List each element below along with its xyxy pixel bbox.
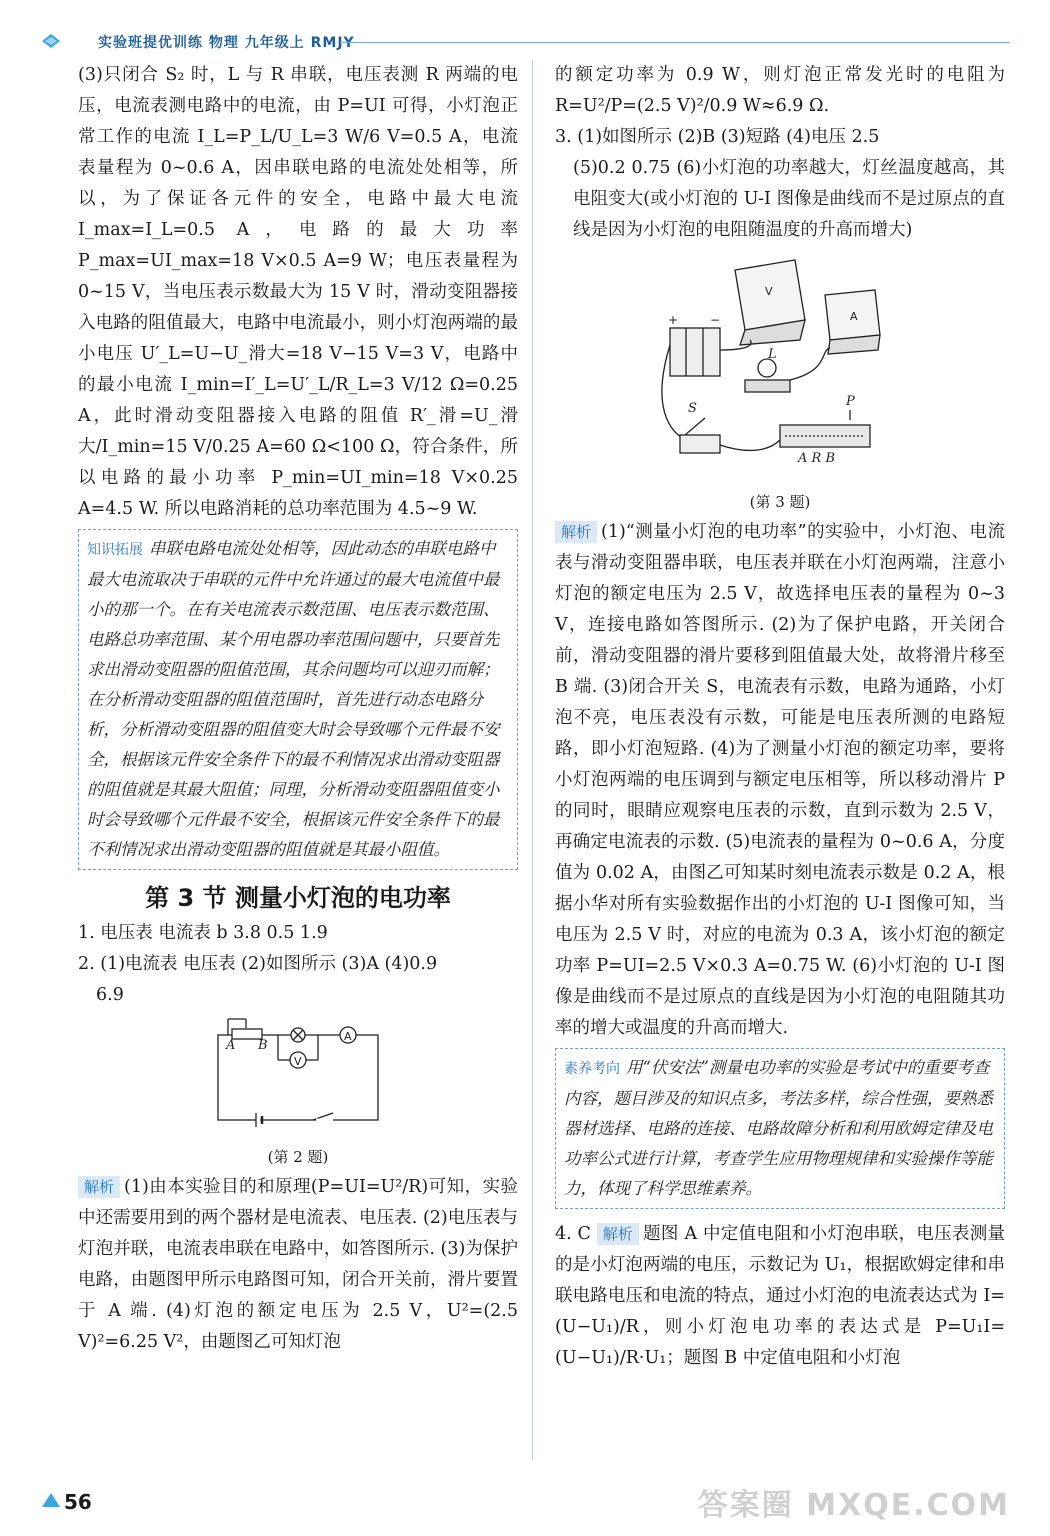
answer-4-choice: 4. C: [555, 1224, 591, 1244]
answer-paragraph-3: (3)只闭合 S₂ 时，L 与 R 串联，电压表测 R 两端的电压，电流表测电路中的电流，由 P=UI 可得，小灯泡正常工作的电流 I_L=P_L/U_L=3 W/6 V=0.5 A，电流表量程为 0~0.6 A，因串联电路的电流处处相等，所以，为了保证各元件的安全，电路中最大电流 I_max=I_L=0.5 A，电路的最大功率 P_max=UI_max=18 V×0.5 A=9 W；电压表量程为 0~15 V，当电压表示数最大为 15 V 时，滑动变阻器接入电路的阻值最大，电路中电流最小，则小灯泡两端的最小电压 U′_L=U−U_滑大=18 V−15 V=3 V，电路中的最小电流 I_min=I′_L=U′_L/R_L=3 V/12 Ω=0.25 A，此时滑动变阻器接入电路的阻值 R′_滑=U_滑大/I_min=15 V/0.25 A=60 Ω<100 Ω，符合条件，所以电路的最小功率 P_min=UI_min=18 V×0.25 A=4.5 W. 所以电路消耗的总功率范围为 4.5~9 W.: [78, 65, 518, 519]
figure-2-caption: (第 2 题): [267, 1148, 329, 1166]
analysis-2-text: (1)由本实验目的和原理(P=UI=U²/R)可知，实验中还需要用到的两个器材是电流表、电压表. (2)电压表与灯泡并联，电流表串联在电路中，如答图所示. (3)为保护电路，由题图甲所示电路图可知，闭合开关前，滑片要置于 A 端. (4)灯泡的额定电压为 2.5 V，U²=(2.5 V)²=6.25 V²，由题图乙可知灯泡: [78, 1177, 518, 1352]
right-column: [555, 60, 1005, 1374]
knowledge-extension-text: 串联电路电流处处相等，因此动态的串联电路中最大电流取决于串联的元件中允许通过的最大电流值中最小的那一个。在有关电流表示数范围、电压表示数范围、电路总功率范围、某个用电器功率范围问题中，只要首先求出滑动变阻器的阻值范围，其余问题均可以迎刃而解；在分析滑动变阻器的阻值范围时，首先进行动态电路分析，分析滑动变阻器的阻值变大时会导致哪个元件最不安全，根据该元件安全条件下的最不利情况求出滑动变阻器的阻值就是其最大阻值；同理，分析滑动变阻器阻值变小时会导致哪个元件最不安全，根据该元件安全条件下的最不利情况求出滑动变阻器的阻值就是其最小阻值。: [87, 539, 500, 859]
knowledge-extension-tag: 知识拓展: [87, 542, 143, 558]
literacy-direction-box: [555, 1048, 1005, 1209]
page-number-text: 56: [64, 1490, 92, 1514]
up-arrow-icon: [42, 1493, 60, 1507]
fig2-label-a: A: [226, 1038, 236, 1053]
analysis-tag: 解析: [78, 1176, 120, 1198]
analysis-tag: 解析: [555, 521, 597, 543]
figure-3-apparatus: [555, 250, 1005, 513]
knowledge-extension-box: [78, 529, 518, 870]
answer-3-cont: (5)0.2 0.75 (6)小灯泡的功率越大，灯丝温度越高，其电阻变大(或小灯泡的 U-I 图像是曲线而不是过原点的直线是因为小灯泡的电阻随温度的升高而增大): [573, 158, 1005, 240]
book-logo-icon: [40, 30, 62, 52]
figure-2-circuit: [78, 1015, 518, 1168]
analysis-3-text: (1)“测量小灯泡的电功率”的实验中，小灯泡、电流表与滑动变阻器串联，电压表并联在小灯泡两端，注意小灯泡的额定电压为 2.5 V，故选择电压表的量程为 0~3 V，连接电路如答图所示. (2)为了保护电路，开关闭合前，滑动变阻器的滑片要移到阻值最大处，故将滑片移至 B 端. (3)闭合开关 S，电流表有示数，电路为通路，小灯泡不亮，电压表没有示数，可能是电压表所测的电路短路，即小灯泡短路. (4)为了测量小灯泡的额定功率，要将小灯泡两端的电压调到与额定电压相等，所以移动滑片 P 的同时，眼睛应观察电压表的示数，直到示数为 2.5 V，再确定电流表的示数. (5)电流表的量程为 0~0.6 A，分度值为 0.02 A，由图乙可知某时刻电流表示数是 0.2 A，根据小华对所有实验数据作出的小灯泡的 U-I 图像可知，当电压为 2.5 V 时，对应的电流为 0.3 A，该小灯泡的额定功率 P=UI=2.5 V×0.3 A=0.75 W. (6)小灯泡的 U-I 图像是曲线而不是过原点的直线是因为小灯泡的电阻随其功率的增大或温度的升高而增大.: [555, 522, 1005, 1038]
literacy-direction-tag: 素养考向: [564, 1061, 620, 1077]
fig2-voltmeter-label: V: [294, 1055, 302, 1068]
left-column: [78, 60, 518, 1358]
fig3-voltmeter-label: V: [765, 285, 773, 298]
fig3-plus-label: +: [668, 313, 679, 327]
answer-3: 3. (1)如图所示 (2)B (3)短路 (4)电压 2.5: [555, 127, 880, 147]
analysis-2: [78, 1172, 518, 1358]
answer-1: 1. 电压表 电流表 b 3.8 0.5 1.9: [78, 923, 328, 943]
answer-4: [555, 1219, 1005, 1374]
page-header: [40, 28, 1010, 58]
answer-2: 2. (1)电流表 电压表 (2)如图所示 (3)A (4)0.9: [78, 954, 438, 974]
figure-3-caption: (第 3 题): [749, 493, 811, 511]
header-title: 实验班提优训练 物理 九年级上 RMJY: [98, 35, 355, 51]
fig3-ammeter-label: A: [850, 310, 858, 323]
circuit-diagram-icon: [198, 1015, 398, 1135]
analysis-3: [555, 517, 1005, 1044]
fig2-ammeter-label: A: [344, 1030, 352, 1043]
fig3-switch-label: S: [688, 401, 697, 416]
answer-2-continued: 的额定功率为 0.9 W，则灯泡正常发光时的电阻为 R=U²/P=(2.5 V)²/0.9 W≈6.9 Ω.: [555, 65, 1005, 116]
analysis-4-text: 题图 A 中定值电阻和小灯泡串联，电压表测量的是小灯泡两端的电压，示数记为 U₁，根据欧姆定律和串联电路电压和电流的特点，通过小灯泡的电流表达式为 I=(U−U₁)/R，则小灯泡电功率的表达式是 P=U₁I=(U−U₁)/R·U₁；题图 B 中定值电阻和小灯泡: [555, 1224, 1005, 1368]
header-rule: [340, 42, 1010, 43]
fig2-label-b: B: [258, 1038, 268, 1053]
fig3-lamp-label: L: [768, 347, 777, 362]
answer-2-cont: 6.9: [96, 985, 124, 1005]
fig3-rheostat-labels: A R B: [798, 451, 835, 466]
fig3-slider-label: P: [846, 394, 855, 409]
watermark: 答案圈 MXQE.COM: [697, 1488, 1010, 1523]
analysis-tag: 解析: [597, 1223, 639, 1245]
page-number: [42, 1490, 92, 1514]
apparatus-illustration-icon: [650, 250, 910, 480]
fig3-minus-label: −: [710, 313, 721, 327]
section-title: 第 3 节 测量小灯泡的电功率: [145, 884, 451, 912]
column-divider: [532, 60, 533, 1460]
literacy-direction-text: 用“伏安法”测量电功率的实验是考试中的重要考查内容，题目涉及的知识点多，考法多样，综合性强，要熟悉器材选择、电路的连接、电路故障分析和利用欧姆定律及电功率公式进行计算，考查学生应用物理规律和实验操作等能力，体现了科学思维素养。: [564, 1058, 993, 1198]
